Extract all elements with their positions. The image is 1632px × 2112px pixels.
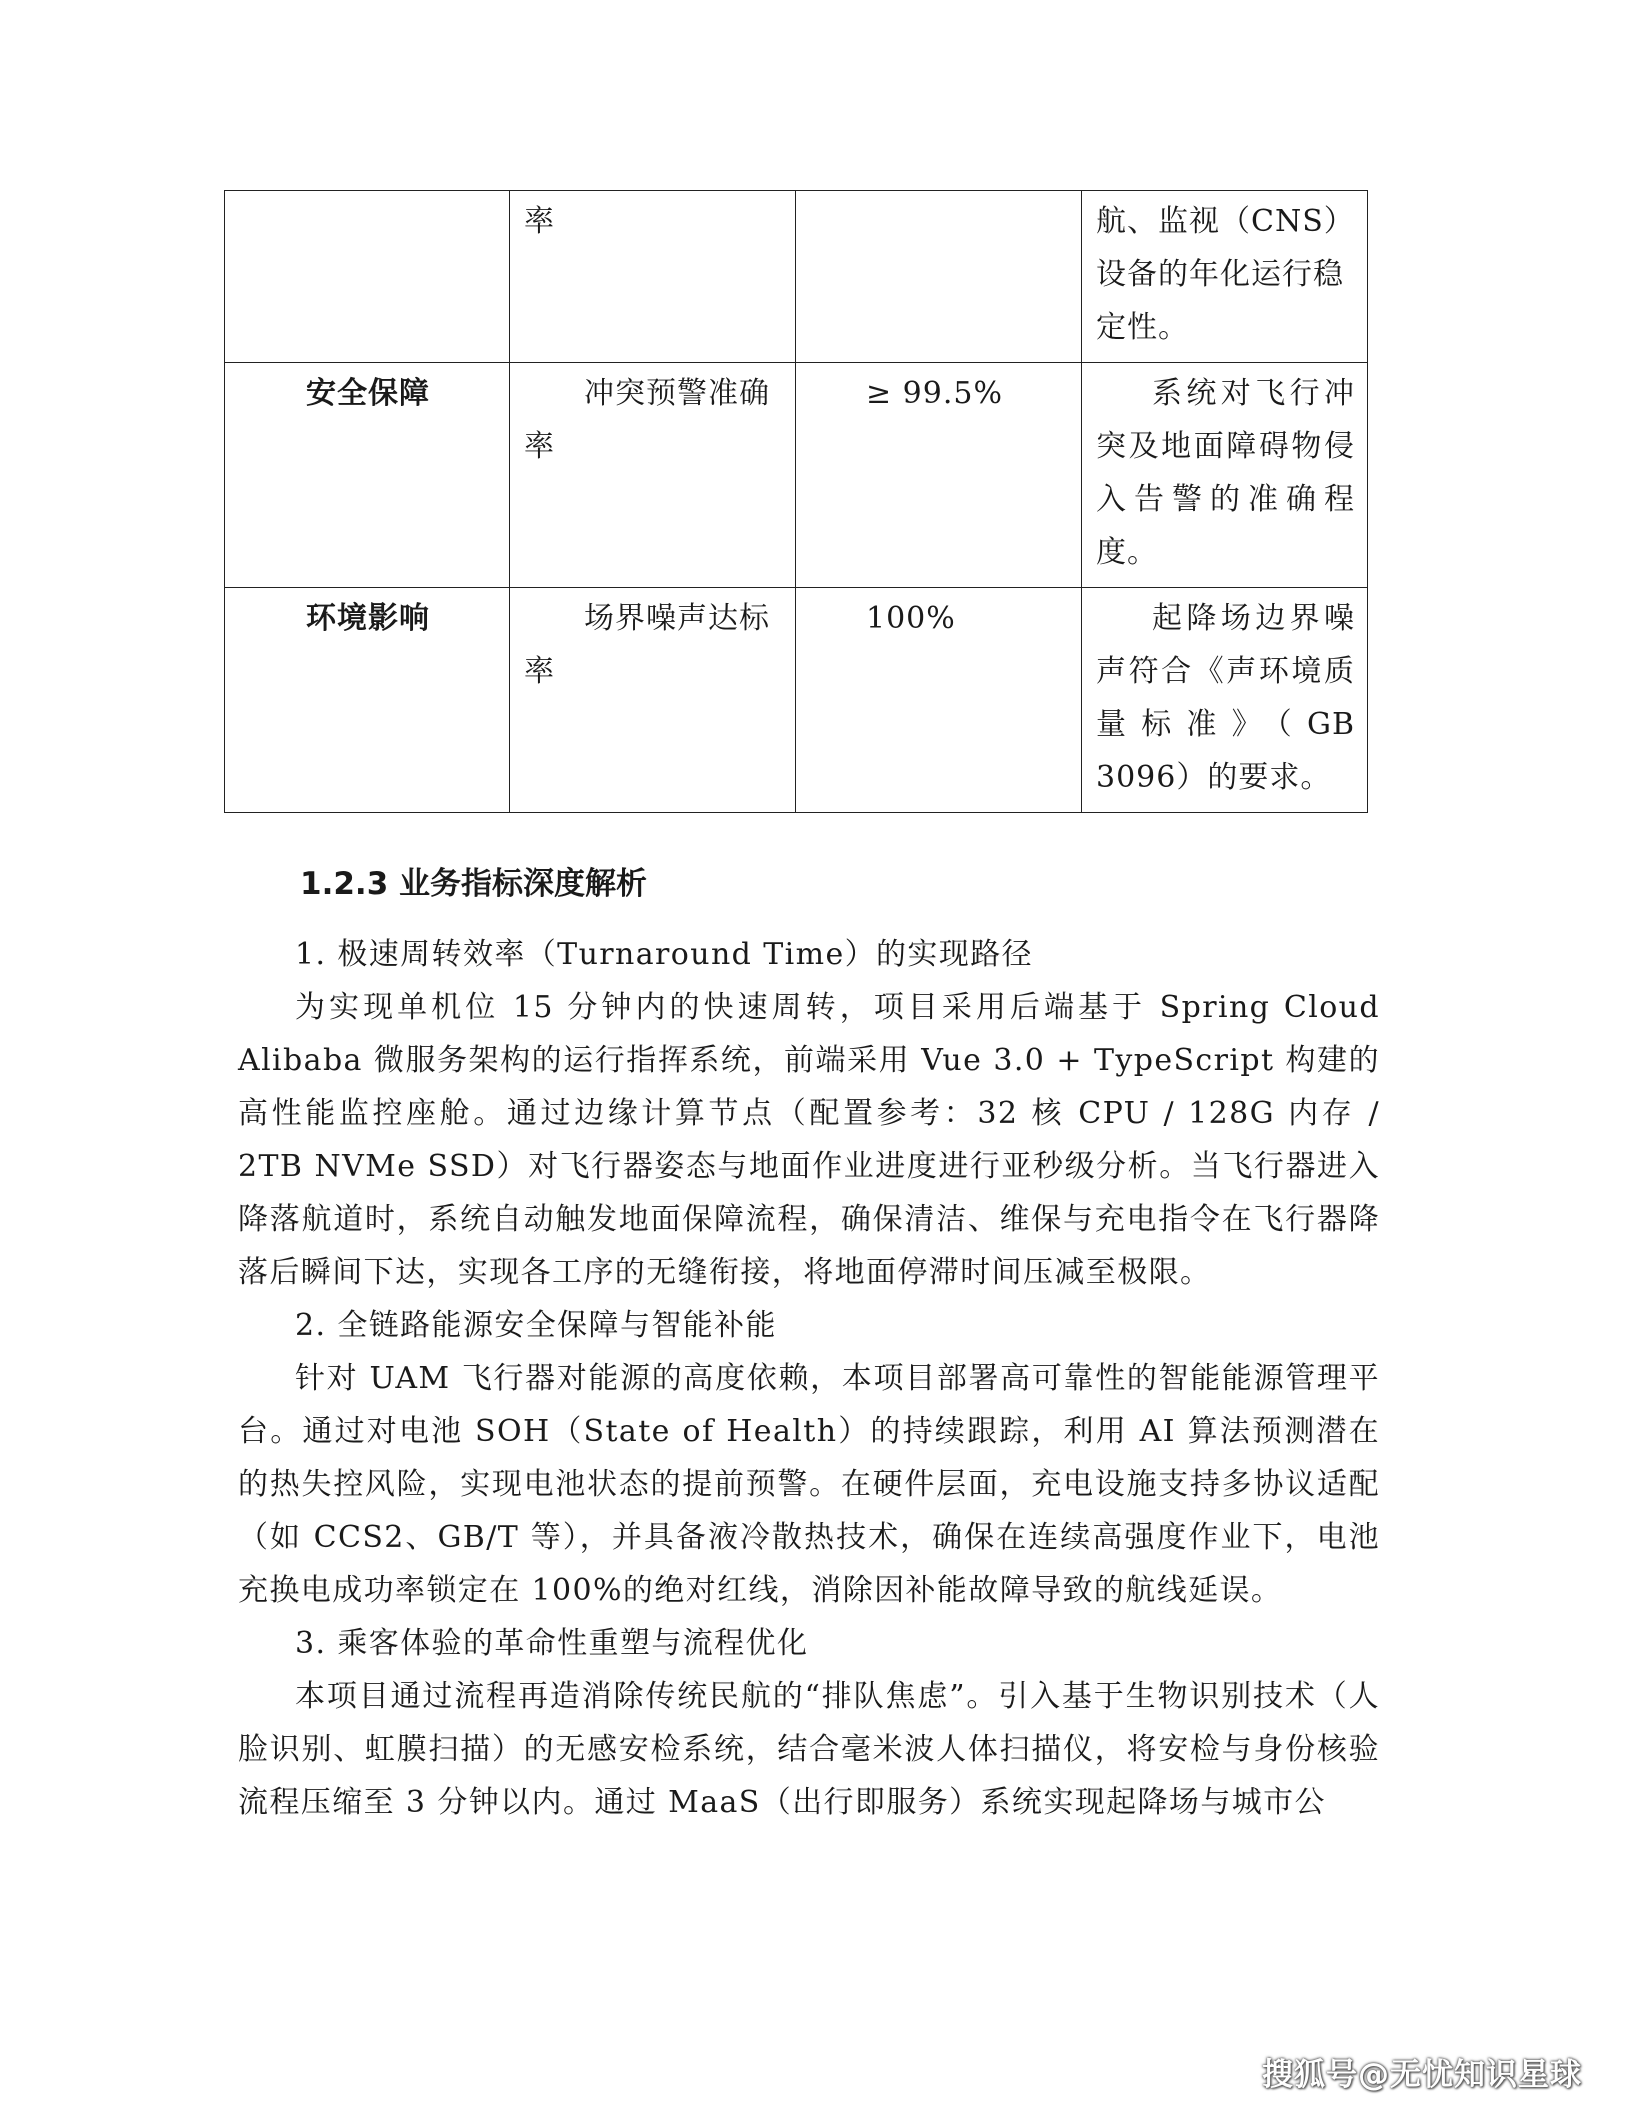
section-heading: 1.2.3 业务指标深度解析: [300, 866, 648, 902]
indicator-cell: 率: [510, 191, 796, 363]
paragraph: 为实现单机位 15 分钟内的快速周转，项目采用后端基于 Spring Cloud Alibaba 微服务架构的运行指挥系统，前端采用 Vue 3.0 + TypeScript 构建的高性能监控座舱。通过边缘计算节点（配置参考：32 核 CPU / 128G 内存 / 2TB NVMe SSD）对飞行器姿态与地面作业进度进行亚秒级分析。当飞行器进入降落航道时，系统自动触发地面保障流程，确保清洁、维保与充电指令在飞行器降落后瞬间下达，实现各工序的无缝衔接，将地面停滞时间压减至极限。: [238, 990, 1380, 1290]
list-item-heading: 3. 乘客体验的革命性重塑与流程优化: [295, 1626, 809, 1661]
target-cell: 100%: [796, 588, 1082, 813]
description-cell: 航、监视（CNS）设备的年化运行稳定性。: [1082, 191, 1368, 363]
target-cell: ≥ 99.5%: [796, 363, 1082, 588]
list-item-heading: 1. 极速周转效率（Turnaround Time）的实现路径: [295, 937, 1034, 972]
table-row: [225, 363, 1368, 588]
table-row: [225, 588, 1368, 813]
table-row: [225, 191, 1368, 363]
category-cell: 环境影响: [225, 588, 510, 813]
indicator-cell: 场界噪声达标率: [510, 588, 796, 813]
paragraph: 本项目通过流程再造消除传统民航的“排队焦虑”。引入基于生物识别技术（人脸识别、虹膜扫描）的无感安检系统，结合毫米波人体扫描仪，将安检与身份核验流程压缩至 3 分钟以内。通过 MaaS（出行即服务）系统实现起降场与城市公: [238, 1679, 1380, 1820]
metrics-table: [224, 190, 1368, 813]
category-cell: 安全保障: [225, 363, 510, 588]
list-item-heading: 2. 全链路能源安全保障与智能补能: [295, 1308, 777, 1343]
target-cell: [796, 191, 1082, 363]
watermark: 搜狐号@无忧知识星球: [1262, 2057, 1582, 2093]
section-body: [238, 928, 1380, 1829]
category-cell: [225, 191, 510, 363]
description-cell: 起降场边界噪声符合《声环境质量标准》（GB 3096）的要求。: [1082, 588, 1368, 813]
indicator-cell: 冲突预警准确率: [510, 363, 796, 588]
description-cell: 系统对飞行冲突及地面障碍物侵入告警的准确程度。: [1082, 363, 1368, 588]
paragraph: 针对 UAM 飞行器对能源的高度依赖，本项目部署高可靠性的智能能源管理平台。通过对电池 SOH（State of Health）的持续跟踪，利用 AI 算法预测潜在的热失控风险，实现电池状态的提前预警。在硬件层面，充电设施支持多协议适配（如 CCS2、GB/T 等），并具备液冷散热技术，确保在连续高强度作业下，电池充换电成功率锁定在 100%的绝对红线，消除因补能故障导致的航线延误。: [238, 1361, 1380, 1608]
